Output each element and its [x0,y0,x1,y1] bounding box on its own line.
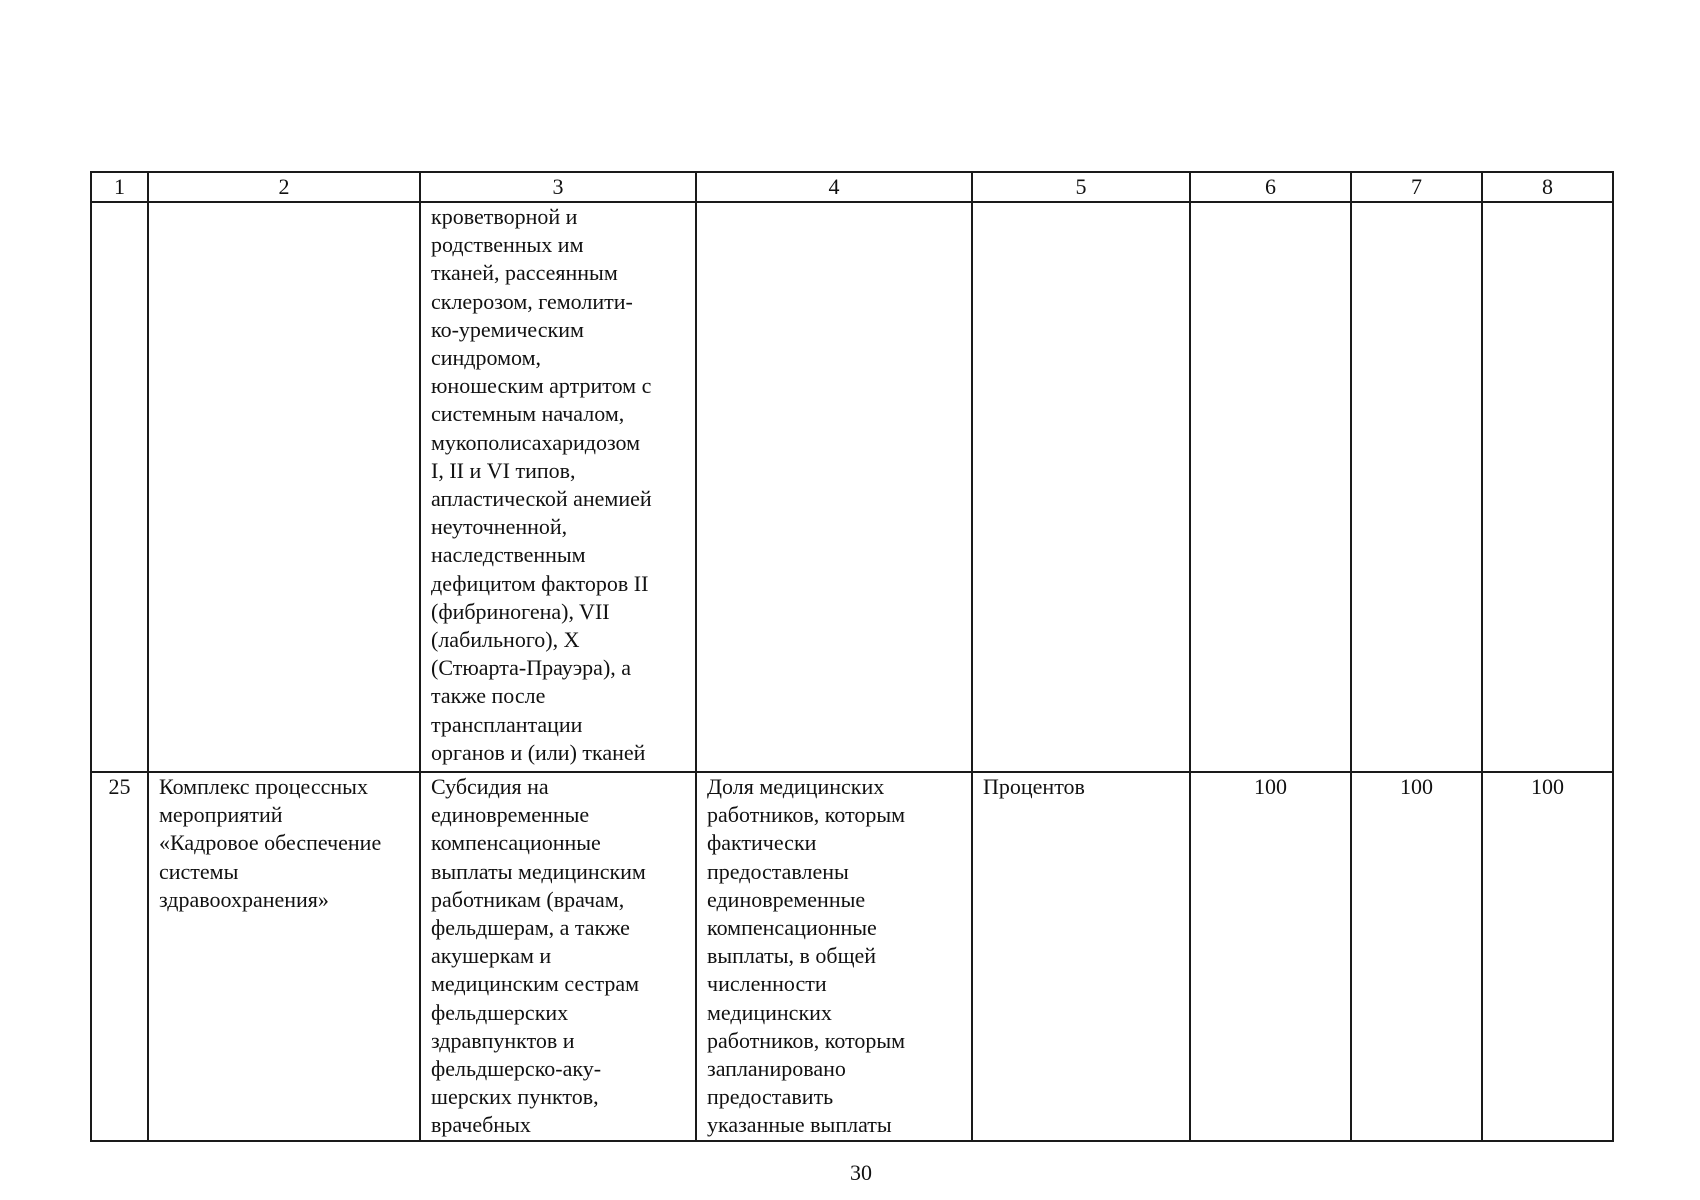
cell-name: Комплекс процессных мероприятий «Кадровое обеспечение системы здравоохранения» [148,772,420,1141]
cell-name [148,202,420,772]
header-row [91,172,1613,202]
table-row-continued [91,202,1613,772]
cell-unit: Процентов [972,772,1190,1141]
cell-indicator [696,202,972,772]
cell-value-6 [1190,202,1351,772]
header-col-3: 3 [420,172,696,202]
header-col-7: 7 [1351,172,1482,202]
header-col-4: 4 [696,172,972,202]
indicator-table [90,171,1614,1142]
cell-indicator: Доля медицинских работников, которым фактически предоставлены единовременные компенсационные выплаты, в общей численности медицинских работников, которым запланировано предоставить указанные выплаты [696,772,972,1141]
cell-value-7: 100 [1351,772,1482,1141]
cell-value-8 [1482,202,1613,772]
header-col-6: 6 [1190,172,1351,202]
header-col-8: 8 [1482,172,1613,202]
cell-number [91,202,148,772]
cell-value-7 [1351,202,1482,772]
cell-subsidy-description: кроветворной и родственных им тканей, рассеянным склерозом, гемолити- ко-уремическим синдромом, юношеским артритом с системным началом, мукополисахаридозом I, II и VI типов, апластической анемией неуточненной, наследственным дефицитом факторов II (фибриногена), VII (лабильного), X (Стюарта-Прауэра), а также после трансплантации органов и (или) тканей [420,202,696,772]
cell-value-8: 100 [1482,772,1613,1141]
header-col-5: 5 [972,172,1190,202]
page-number: 30 [850,1160,872,1185]
header-col-1: 1 [91,172,148,202]
cell-unit [972,202,1190,772]
cell-value-6: 100 [1190,772,1351,1141]
header-col-2: 2 [148,172,420,202]
cell-subsidy-description: Субсидия на единовременные компенсационные выплаты медицинским работникам (врачам, фельдшерам, а также акушеркам и медицинским сестрам фельдшерских здравпунктов и фельдшерско-аку- шерских пунктов, врачебных [420,772,696,1141]
table-row-25 [91,772,1613,1141]
cell-number: 25 [91,772,148,1141]
